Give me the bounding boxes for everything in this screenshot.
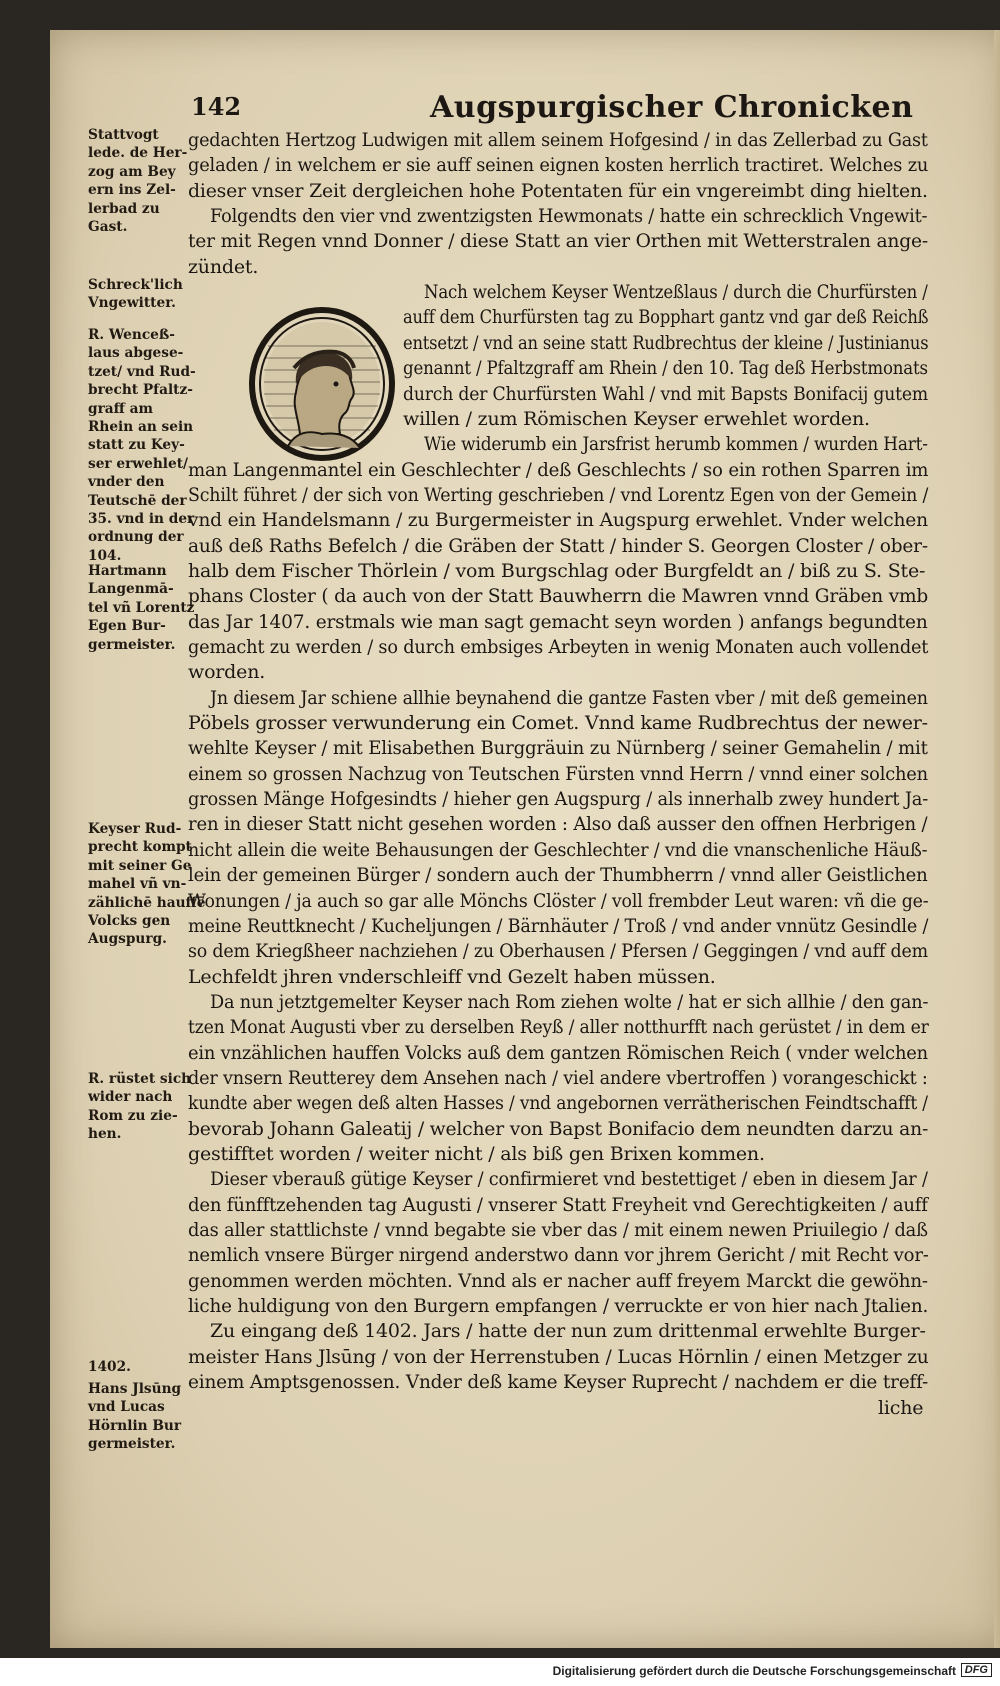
text-line: man Langenmantel ein Geschlechter / deß Geschlechts / so ein rothen Sparren im	[188, 458, 929, 481]
margin-note-line: Schreck'lich	[88, 277, 183, 293]
text-line: halb dem Fischer Thörlein / vom Burgschlag oder Burgfeldt an / biß zu S. Ste-	[188, 559, 926, 582]
margin-note-line: ordnung der	[88, 529, 184, 546]
text-line: grossen Mänge Hofgesindts / hieher gen Augspurg / als innerhalb zwey hundert Ja-	[188, 788, 929, 811]
medallion-portrait	[248, 306, 396, 462]
text-line: Schilt führet / der sich von Werting geschrieben / vnd Lorentz Egen von der Gemein /	[188, 483, 929, 506]
margin-note-line: tzet/ vnd Rud-	[88, 363, 196, 380]
text-line: Dieser vberauß gütige Keyser / confirmieret vnd bestettiget / eben in diesem Jar /	[210, 1168, 928, 1191]
margin-note-line: zog am Bey	[88, 163, 176, 180]
text-line: Pöbels grosser verwunderung ein Comet. Vnnd kame Rudbrechtus der newer-	[188, 712, 928, 735]
text-line: ter mit Regen vnnd Donner / diese Statt an vier Orthen mit Wetterstralen ange-	[188, 230, 928, 253]
margin-note-line: R. Wenceß-	[88, 327, 175, 343]
text-line: der vnsern Reutterey dem Ansehen nach / viel andere vbertroffen ) vorangeschickt :	[188, 1066, 928, 1089]
text-line: Zu eingang deß 1402. Jars / hatte der nun zum drittenmal erwehlte Burger-	[210, 1320, 926, 1343]
margin-note-line: R. rüstet sich	[88, 1071, 192, 1087]
text-line: lein der gemeinen Bürger / sondern auch der Thumbherrn / vnnd aller Geistlichen	[188, 864, 928, 887]
text-line: liche huldigung von den Burgern empfangen / verruckte er von hier nach Jtalien.	[188, 1295, 929, 1318]
text-line: kundte aber wegen deß alten Hasses / vnd angebornen verrätherischen Feindtschafft /	[188, 1092, 928, 1115]
margin-note-line: lerbad zu	[88, 200, 160, 217]
margin-note-line: Keyser Rud-	[88, 821, 182, 837]
dfg-logo: DFG	[961, 1663, 992, 1677]
margin-note-line: ser erwehlet/	[88, 455, 189, 472]
margin-note-line: 104.	[88, 547, 122, 564]
margin-note-line: Teutschē der	[88, 492, 187, 509]
text-line: Lechfeldt jhren vnderschleiff vnd Gezelt haben müssen.	[188, 965, 716, 988]
margin-note-line: Rom zu zie-	[88, 1107, 178, 1124]
book-page	[50, 30, 1000, 1648]
margin-note-line: vnder den	[88, 474, 165, 491]
text-line: auff dem Churfürsten tag zu Bopphart gantz vnd gar deß Reichß	[403, 306, 929, 329]
text-line: einem so grossen Nachzug von Teutschen Fürsten vnnd Herrn / vnnd einer solchen	[188, 762, 928, 785]
text-line: worden.	[188, 661, 266, 684]
text-line: gestifftet worden / weiter nicht / als biß gen Brixen kommen.	[188, 1143, 765, 1165]
text-line: ein vnzählichen hauffen Volcks auß dem gantzen Römischen Reich ( vnder welchen	[188, 1041, 928, 1064]
text-line: das aller stattlichste / vnnd begabte sie vber das / mit einem newen Priuilegio / daß	[188, 1219, 928, 1242]
margin-note-line: mahel vñ vn-	[88, 876, 187, 893]
text-line: nemlich vnsere Bürger nirgend anderstwo dann vor jhrem Gericht / mit Recht vor-	[188, 1244, 929, 1267]
text-line: wehlte Keyser / mit Elisabethen Burggräuin zu Nürnberg / seiner Gemahelin / mit	[188, 737, 928, 760]
text-line: den fünfftzehenden tag Augusti / vnserer Statt Freyheit vnd Gerechtigkeiten / auff	[188, 1193, 928, 1216]
text-line: geladen / in welchem er sie auff seinen eignen kosten herrlich tractiret. Welches zu	[188, 154, 929, 177]
text-line: genommen werden möchten. Vnnd als er nacher auff freyem Marckt die gewöhn-	[188, 1269, 928, 1292]
margin-note-line: germeister.	[88, 636, 176, 653]
page-edge	[994, 30, 1000, 1648]
text-line: Wie widerumb ein Jarsfrist herumb kommen / wurden Hart-	[424, 433, 928, 456]
margin-note-line: lede. de Her-	[88, 145, 188, 162]
margin-note-line: zählichē hauffē	[88, 894, 206, 911]
text-line: Folgendts den vier vnd zwentzigsten Hewmonats / hatte ein schrecklich Vngewit-	[210, 205, 928, 228]
margin-note-line: Langenmā-	[88, 581, 174, 598]
margin-note-line: germeister.	[88, 1436, 176, 1453]
margin-note-line: Hartmann	[88, 563, 167, 579]
text-line: meine Reuttknecht / Kucheljungen / Bärnhäuter / Troß / vnd ander vnnütz Gesindle /	[188, 914, 929, 937]
margin-note-line: Vngewitter.	[88, 295, 176, 312]
text-line: nicht allein die weite Behausungen der Geschlechter / vnd die vnanschenliche Häuß-	[188, 838, 928, 861]
text-line: Jn diesem Jar schiene allhie beynahend die gantze Fasten vber / mit deß gemeinen	[210, 686, 928, 709]
margin-note-line: tel vñ Lorentz	[88, 599, 195, 616]
text-line: Wonungen / ja auch so gar alle Mönchs Clöster / voll frembder Leut waren: vñ die ge-	[188, 889, 929, 912]
margin-note-line: Augspurg.	[88, 931, 167, 948]
text-line: einem Amptsgenossen. Vnder deß kame Keyser Ruprecht / nachdem er die treff-	[188, 1371, 929, 1394]
margin-note-line: 35. vnd in der	[88, 511, 195, 528]
text-line: gemacht zu werden / so durch embsiges Arbeyten in wenig Monaten auch vollendet	[188, 636, 929, 658]
footer-bar	[0, 1658, 1000, 1686]
margin-note	[88, 276, 223, 313]
text-line: so dem Kriegßheer nachziehen / zu Oberhausen / Pfersen / Geggingen / vnd auff dem	[188, 940, 928, 963]
text-line: tzen Monat Augusti vber zu derselben Reyß / aller notthurfft nach gerüstet / in dem er	[188, 1016, 929, 1039]
text-line: Da nun jetztgemelter Keyser nach Rom ziehen wolte / hat er sich allhie / den gan-	[210, 990, 929, 1013]
margin-note-line: Hans Jlsūng	[88, 1381, 182, 1397]
footer-credit: Digitalisierung gefördert durch die Deutsche Forschungsgemeinschaft	[552, 1664, 956, 1678]
text-line: bevorab Johann Galeatij / welcher von Bapst Bonifacio dem neundten darzu an-	[188, 1117, 929, 1140]
margin-note-line: Egen Bur-	[88, 618, 166, 635]
text-line: liche	[878, 1396, 924, 1419]
margin-note-line: brecht Pfaltz-	[88, 382, 193, 399]
margin-note-line: laus abgese-	[88, 345, 184, 362]
text-line: dieser vnser Zeit dergleichen hohe Potentaten für ein vngereimbt ding hielten.	[188, 179, 928, 202]
text-line: zündet.	[188, 255, 259, 278]
text-line: ren in dieser Statt nicht gesehen worden : Also daß ausser den offnen Herbrigen /	[188, 813, 928, 836]
text-line: Nach welchem Keyser Wentzeßlaus / durch die Churfürsten /	[424, 281, 928, 304]
text-line: durch der Churfürsten Wahl / vnd mit Bapsts Bonifacij gutem	[403, 382, 928, 405]
margin-note-line: Volcks gen	[88, 913, 171, 930]
margin-note-line: Stattvogt	[88, 127, 159, 143]
margin-note-line: Rhein an sein	[88, 419, 194, 436]
margin-note-line: Hörnlin Bur	[88, 1417, 182, 1434]
margin-note-line: 1402.	[88, 1359, 131, 1375]
margin-note-line: Gast.	[88, 219, 128, 236]
text-line: willen / zum Römischen Keyser erwehlet worden.	[403, 407, 870, 430]
text-line: entsetzt / vnd an seine statt Rudbrechtus der kleine / Justinianus	[403, 331, 929, 354]
text-line: vnd ein Handelsmann / zu Burgermeister in Augspurg erwehlet. Vnder welchen	[188, 509, 928, 532]
text-line: das Jar 1407. erstmals wie man sagt gemacht seyn worden ) anfangs begundten	[188, 610, 928, 633]
margin-note-line: vnd Lucas	[88, 1399, 165, 1416]
text-line: phans Closter ( da auch von der Statt Bauwherrn die Mawren vnnd Gräben vmb	[188, 585, 928, 608]
text-line: gedachten Hertzog Ludwigen mit allem seinem Hofgesind / in das Zellerbad zu Gast	[188, 129, 928, 151]
margin-note-line: wider nach	[88, 1089, 173, 1106]
text-line: genannt / Pfaltzgraff am Rhein / den 10. Tag deß Herbstmonats	[403, 357, 928, 380]
margin-note-line: ern ins Zel-	[88, 182, 176, 199]
margin-note-line: hen.	[88, 1126, 122, 1143]
margin-note-line: mit seiner Ge	[88, 857, 192, 874]
text-line: meister Hans Jlsūng / von der Herrenstuben / Lucas Hörnlin / einen Metzger zu	[188, 1345, 929, 1368]
text-line: auß deß Raths Befelch / die Gräben der Statt / hinder S. Georgen Closter / ober-	[188, 534, 928, 557]
page-number: 142	[191, 92, 242, 121]
margin-note-line: graff am	[88, 400, 154, 417]
margin-note-line: statt zu Key-	[88, 437, 185, 454]
running-title: Augspurgischer Chronicken	[430, 90, 914, 125]
margin-note-line: precht kompt	[88, 839, 192, 856]
